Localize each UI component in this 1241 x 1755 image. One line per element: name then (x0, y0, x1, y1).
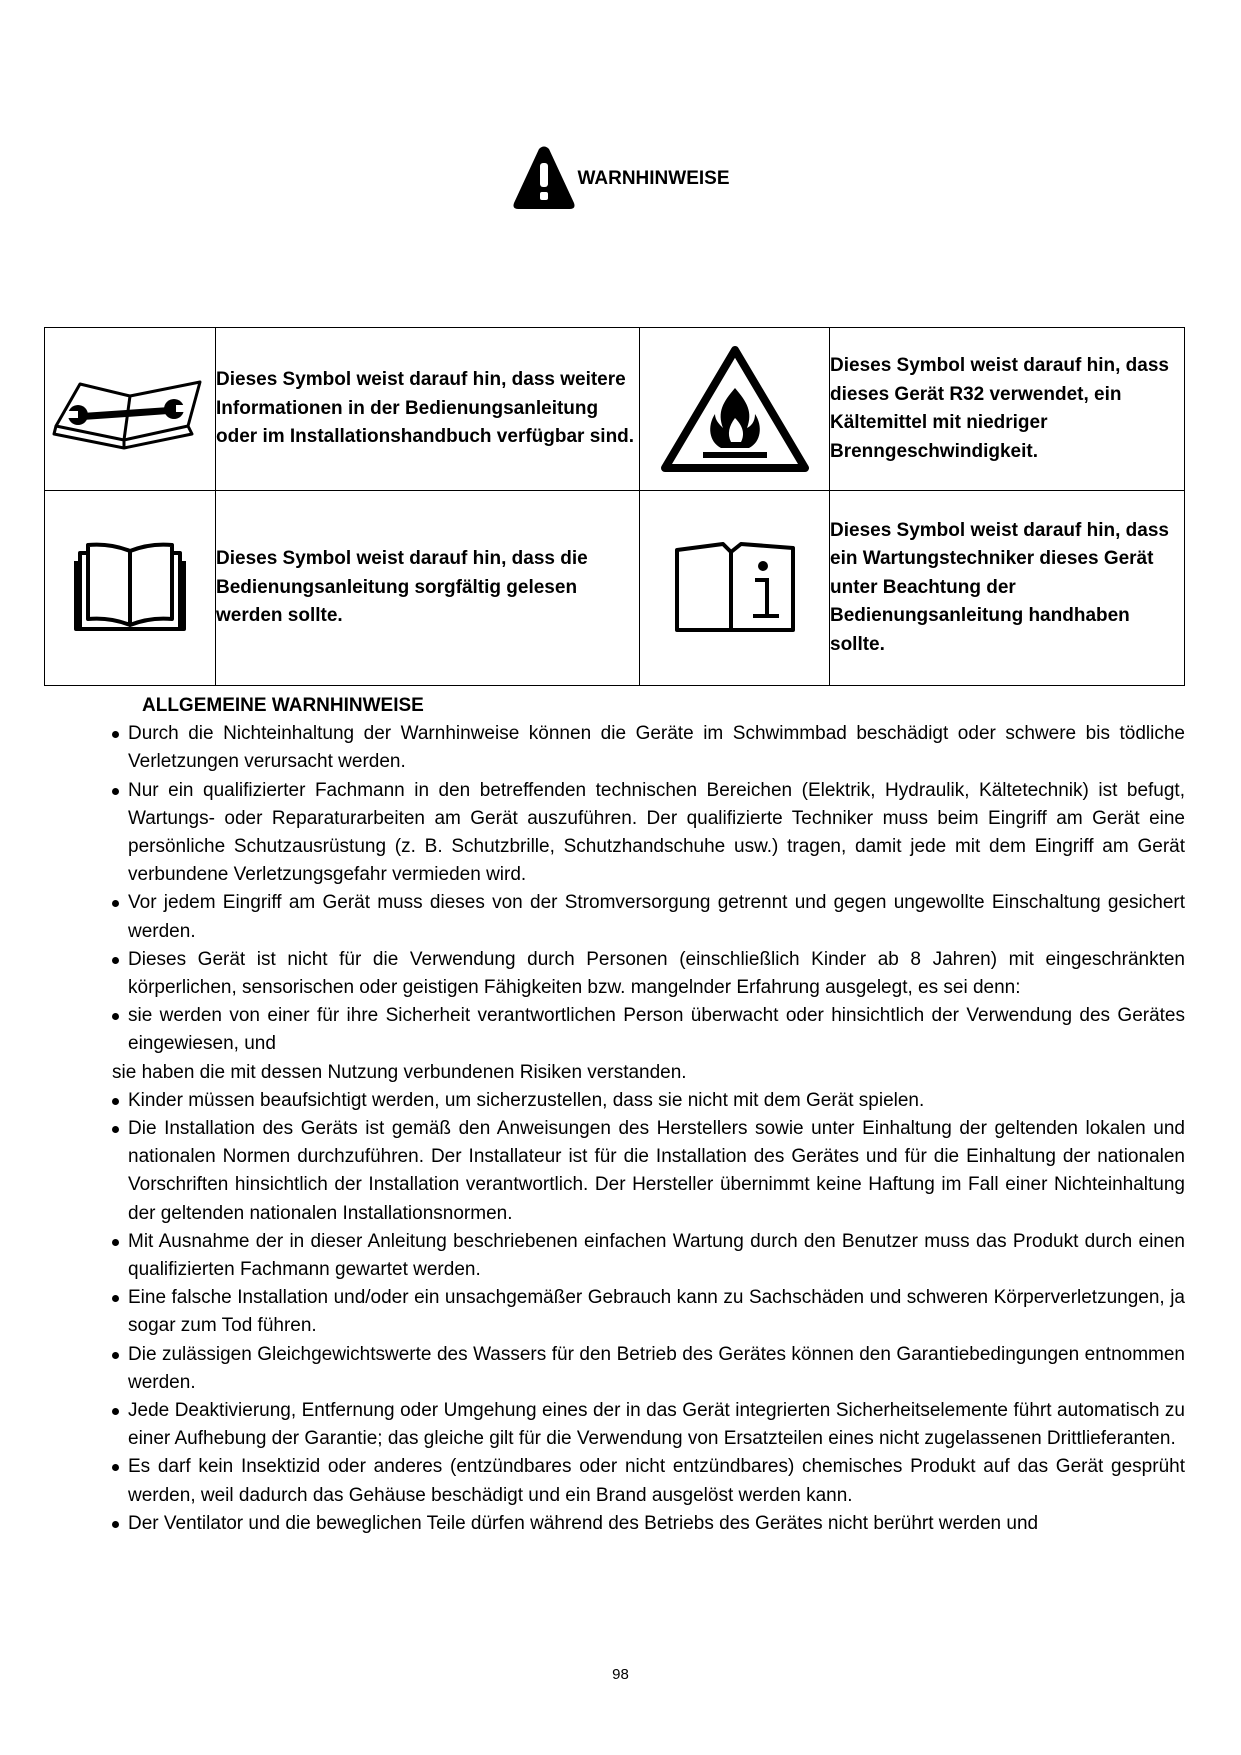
list-item: Jede Deaktivierung, Entfernung oder Umgehung eines der in das Gerät integrierten Sicherheitselemente führt automatisch zu einer Aufhebung der Garantie; das gleiche gilt für die Verwendung von Ersatzteilen eines nicht zugelassenen Drittlieferanten. (112, 1397, 1185, 1453)
symbol-icon-cell (45, 328, 216, 491)
read-manual-icon (70, 579, 190, 596)
list-item: Die zulässigen Gleichgewichtswerte des Wassers für den Betrieb des Gerätes können den Garantiebedingungen entnommen werden. (112, 1341, 1185, 1397)
list-item: Dieses Gerät ist nicht für die Verwendung durch Personen (einschließlich Kinder ab 8 Jahren) mit eingeschränkten körperlichen, sensorischen oder geistigen Fähigkeiten bzw. mangelnder Erfahrung ausgelegt, es sei denn: (112, 946, 1185, 1002)
manual-info-icon (671, 579, 799, 596)
symbol-icon-cell (45, 491, 216, 686)
section-heading: ALLGEMEINE WARNHINWEISE (142, 695, 424, 716)
page-title: WARNHINWEISE (577, 168, 730, 189)
symbol-icon-cell (640, 491, 830, 686)
list-item: Die Installation des Geräts ist gemäß den Anweisungen des Herstellers sowie unter Einhaltung der geltenden lokalen und nationalen Normen durchzuführen. Der Installateur ist für die Installation des Gerätes und für die Einhaltung der nationalen Vorschriften hinsichtlich der Installation verantwortlich. Der Hersteller übernimmt keine Haftung im Fall einer Nichteinhaltung der geltenden nationalen Installationsnormen. (112, 1115, 1185, 1228)
symbol-description: Dieses Symbol weist darauf hin, dass weitere Informationen in der Bedienungsanleitung oder im Installationshandbuch verfügbar sind. (216, 328, 640, 491)
list-item: Kinder müssen beaufsichtigt werden, um sicherzustellen, dass sie nicht mit dem Gerät spielen. (112, 1087, 1185, 1115)
symbol-description: Dieses Symbol weist darauf hin, dass dieses Gerät R32 verwendet, ein Kältemittel mit niedriger Brenngeschwindigkeit. (830, 328, 1185, 491)
list-item: Durch die Nichteinhaltung der Warnhinweise können die Geräte im Schwimmbad beschädigt oder schwere bis tödliche Verletzungen verursacht werden. (112, 720, 1185, 776)
list-item: Vor jedem Eingriff am Gerät muss dieses von der Stromversorgung getrennt und gegen ungewollte Einschaltung gesichert werden. (112, 889, 1185, 945)
warning-triangle-icon (512, 145, 576, 211)
page-number: 98 (612, 1666, 629, 1683)
list-item: sie werden von einer für ihre Sicherheit verantwortlichen Person überwacht oder hinsichtlich der Verwendung des Gerätes eingewiesen, und (112, 1002, 1185, 1058)
symbol-description: Dieses Symbol weist darauf hin, dass ein Wartungstechniker dieses Gerät unter Beachtung der Bedienungsanleitung handhaben sollte. (830, 491, 1185, 686)
symbol-row (45, 491, 1185, 686)
manual-wrench-icon (50, 400, 210, 417)
list-item: Der Ventilator und die beweglichen Teile dürfen während des Betriebs des Gerätes nicht berührt werden und (112, 1510, 1185, 1538)
warning-list (112, 1087, 1185, 1538)
symbol-row (45, 328, 1185, 491)
list-item: Nur ein qualifizierter Fachmann in den betreffenden technischen Bereichen (Elektrik, Hydraulik, Kältetechnik) ist befugt, Wartungs- oder Reparaturarbeiten am Gerät auszuführen. Der qualifizierte Techniker muss beim Eingriff am Gerät eine persönliche Schutzausrüstung (z. B. Schutzbrille, Schutzhandschuhe usw.) tragen, damit jede mit dem Eingriff am Gerät verbundene Verletzungsgefahr vermieden wird. (112, 777, 1185, 890)
symbol-icon-cell (640, 328, 830, 491)
list-item: Es darf kein Insektizid oder anderes (entzündbares oder nicht entzündbares) chemisches Produkt auf das Gerät gesprüht werden, weil dadurch das Gehäuse beschädigt und ein Brand ausgelöst werden kann. (112, 1453, 1185, 1509)
general-warnings (112, 692, 1185, 1538)
flammable-warning-icon (661, 400, 809, 417)
warning-list (112, 720, 1185, 1058)
list-item: Eine falsche Installation und/oder ein unsachgemäßer Gebrauch kann zu Sachschäden und schweren Körperverletzungen, ja sogar zum Tod führen. (112, 1284, 1185, 1340)
symbol-table (44, 327, 1185, 686)
symbol-description: Dieses Symbol weist darauf hin, dass die Bedienungsanleitung sorgfältig gelesen werden sollte. (216, 491, 640, 686)
page-header (0, 145, 1241, 216)
list-item: Mit Ausnahme der in dieser Anleitung beschriebenen einfachen Wartung durch den Benutzer muss das Produkt durch einen qualifizierten Fachmann gewartet werden. (112, 1228, 1185, 1284)
plain-text-line: sie haben die mit dessen Nutzung verbundenen Risiken verstanden. (112, 1061, 687, 1083)
